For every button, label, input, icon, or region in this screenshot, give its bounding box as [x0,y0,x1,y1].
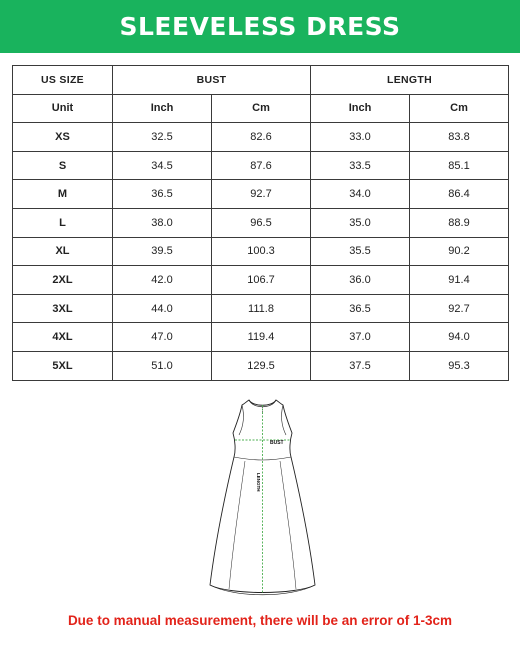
length-cm-cell: 90.2 [410,237,509,266]
dress-diagram [205,395,320,615]
table-header-row [13,66,509,95]
bust-inch-cell: 34.5 [113,151,212,180]
bust-cm-cell: 92.7 [212,180,311,209]
size-cell: 5XL [13,351,113,380]
bust-inch-cell: 36.5 [113,180,212,209]
bust-inch-cell: 39.5 [113,237,212,266]
bust-cm-cell: 111.8 [212,294,311,323]
table-row [13,151,509,180]
bust-cm-cell: 87.6 [212,151,311,180]
size-chart-table [12,65,509,381]
size-cell: M [13,180,113,209]
length-cm-cell: 88.9 [410,208,509,237]
size-cell: 2XL [13,266,113,295]
size-cell: S [13,151,113,180]
length-inch-cell: 35.5 [311,237,410,266]
table-row [13,180,509,209]
length-cm-cell: 85.1 [410,151,509,180]
bust-inch-cell: 38.0 [113,208,212,237]
length-header: LENGTH [311,66,509,95]
table-row [13,351,509,380]
table-row [13,123,509,152]
length-cm-cell: 95.3 [410,351,509,380]
table-row [13,294,509,323]
size-cell: L [13,208,113,237]
bust-inch-header: Inch [113,94,212,123]
table-row [13,237,509,266]
length-inch-cell: 36.5 [311,294,410,323]
table-row [13,208,509,237]
unit-header: Unit [13,94,113,123]
bust-inch-cell: 44.0 [113,294,212,323]
bust-cm-cell: 96.5 [212,208,311,237]
bust-cm-cell: 119.4 [212,323,311,352]
table-subheader-row [13,94,509,123]
length-cm-cell: 83.8 [410,123,509,152]
bust-cm-cell: 100.3 [212,237,311,266]
length-inch-cell: 33.5 [311,151,410,180]
bust-cm-cell: 129.5 [212,351,311,380]
size-cell: XL [13,237,113,266]
page-title: SLEEVELESS DRESS [119,12,401,41]
length-inch-cell: 34.0 [311,180,410,209]
title-banner [0,0,520,53]
bust-diagram-label: BUST [270,440,284,446]
size-cell: 3XL [13,294,113,323]
length-inch-cell: 33.0 [311,123,410,152]
bust-cm-header: Cm [212,94,311,123]
length-inch-cell: 37.0 [311,323,410,352]
length-inch-cell: 37.5 [311,351,410,380]
length-inch-cell: 36.0 [311,266,410,295]
length-cm-cell: 91.4 [410,266,509,295]
table-row [13,266,509,295]
bust-inch-cell: 42.0 [113,266,212,295]
length-cm-cell: 94.0 [410,323,509,352]
bust-cm-cell: 106.7 [212,266,311,295]
bust-inch-cell: 47.0 [113,323,212,352]
table-row [13,323,509,352]
length-cm-cell: 86.4 [410,180,509,209]
bust-header: BUST [113,66,311,95]
bust-cm-cell: 82.6 [212,123,311,152]
length-cm-header: Cm [410,94,509,123]
bust-inch-cell: 51.0 [113,351,212,380]
bust-inch-cell: 32.5 [113,123,212,152]
measurement-note: Due to manual measurement, there will be an error of 1-3cm [67,613,453,628]
length-cm-cell: 92.7 [410,294,509,323]
us-size-header: US SIZE [13,66,113,95]
length-diagram-label: LENGTH [256,473,261,492]
size-cell: 4XL [13,323,113,352]
length-inch-header: Inch [311,94,410,123]
size-cell: XS [13,123,113,152]
length-inch-cell: 35.0 [311,208,410,237]
